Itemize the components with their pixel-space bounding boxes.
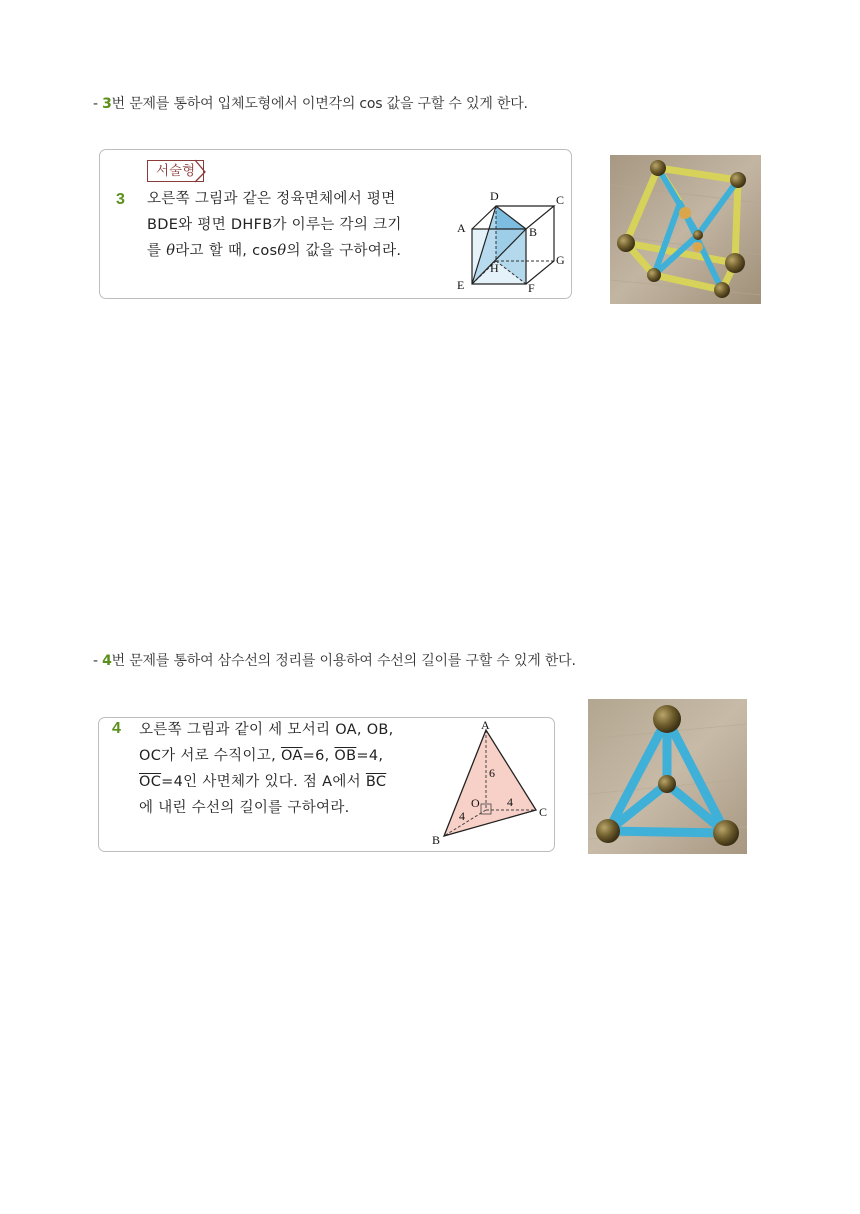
problem-3-line-3: 를 θ라고 할 때, cosθ의 값을 구하여라.	[147, 243, 402, 259]
problem-4-text	[139, 717, 394, 821]
label-A: A	[481, 718, 490, 732]
essay-type-badge: 서술형	[147, 160, 204, 182]
intro-problem-4: - 4번 문제를 통하여 삼수선의 정리를 이용하여 수선의 길이를 구할 수 있게 한다.	[93, 653, 576, 669]
label-ob-length: 4	[459, 809, 465, 823]
problem-4-line-4: 에 내린 수선의 길이를 구하여라.	[139, 800, 350, 816]
cube-model-photo	[610, 155, 761, 304]
tetrahedron-diagram	[428, 718, 553, 848]
problem-3-line-2: BDE와 평면 DHFB가 이루는 각의 크기	[147, 217, 402, 233]
problem-3-line-1: 오른쪽 그림과 같은 정육면체에서 평면	[147, 191, 396, 207]
problem-3-text	[147, 186, 402, 264]
label-C: C	[539, 805, 548, 819]
label-oc-length: 4	[507, 795, 513, 809]
label-D: D	[490, 189, 499, 203]
problem-4-line-3: $\overline{OC}=4$인 사면체가 있다. 점 A에서 $\overline{BC}$	[139, 774, 387, 790]
label-G: G	[556, 253, 565, 267]
label-B: B	[432, 833, 441, 847]
intro-text: 번 문제를 통하여 입체도형에서 이면각의 cos 값을 구할 수 있게 한다.	[111, 96, 528, 112]
label-H: H	[490, 261, 499, 275]
label-B: B	[529, 225, 538, 239]
label-F: F	[528, 281, 535, 295]
intro-text: 번 문제를 통하여 삼수선의 정리를 이용하여 수선의 길이를 구할 수 있게 한다.	[111, 653, 576, 669]
tetrahedron-model-photo	[588, 699, 747, 854]
intro-problem-number: 4	[102, 653, 112, 669]
problem-4-number: 4	[112, 720, 121, 737]
intro-problem-number: 3	[102, 96, 112, 112]
label-C: C	[556, 193, 565, 207]
label-A: A	[457, 221, 466, 235]
label-O: O	[471, 796, 480, 810]
label-E: E	[457, 278, 465, 292]
problem-4-line-1: 오른쪽 그림과 같이 세 모서리 OA, OB,	[139, 722, 394, 738]
label-oa-length: 6	[489, 766, 495, 780]
intro-problem-3: - 3번 문제를 통하여 입체도형에서 이면각의 cos 값을 구할 수 있게 한다.	[93, 96, 528, 112]
problem-3-number: 3	[116, 191, 125, 208]
problem-4-line-2: OC가 서로 수직이고, $\overline{OA}=6$, $\overline{OB}=4$,	[139, 748, 384, 764]
badge-tail-icon	[193, 158, 209, 184]
cube-diagram	[450, 188, 570, 298]
